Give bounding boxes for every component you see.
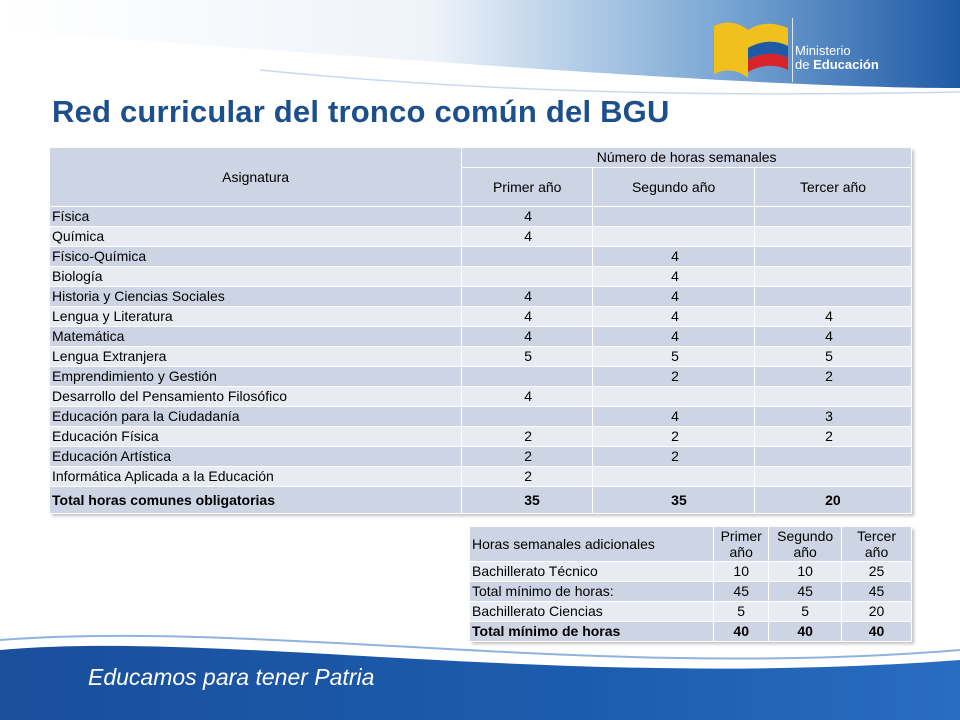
ministerio-logo-text <box>795 44 879 72</box>
table-row <box>50 447 912 467</box>
total-label: Total horas comunes obligatorias <box>50 487 462 514</box>
additional-header-year-3: Tercer año <box>842 527 912 562</box>
year-1-cell: 4 <box>462 387 593 407</box>
year-1-cell: 5 <box>462 347 593 367</box>
year-3-cell <box>755 207 912 227</box>
year-3-cell <box>755 247 912 267</box>
table-row <box>50 287 912 307</box>
year-2-cell <box>593 387 755 407</box>
year-1-cell: 4 <box>462 287 593 307</box>
additional-year-3: 45 <box>842 582 912 602</box>
subject-cell: Historia y Ciencias Sociales <box>50 287 462 307</box>
year-3-cell: 3 <box>755 407 912 427</box>
year-1-cell <box>462 247 593 267</box>
year-2-cell: 2 <box>593 447 755 467</box>
page-title: Red curricular del tronco común del BGU <box>52 94 670 129</box>
additional-row <box>470 562 912 582</box>
total-year-1: 35 <box>462 487 593 514</box>
year-3-cell <box>755 467 912 487</box>
additional-year-2: 45 <box>769 582 842 602</box>
year-2-cell: 4 <box>593 307 755 327</box>
additional-row <box>470 602 912 622</box>
additional-year-3: 20 <box>842 602 912 622</box>
additional-label: Bachillerato Ciencias <box>470 602 714 622</box>
year-2-cell: 4 <box>593 407 755 427</box>
year-2-cell: 4 <box>593 247 755 267</box>
additional-header-year-1: Primer año <box>714 527 769 562</box>
additional-year-3: 40 <box>842 622 912 642</box>
year-1-cell <box>462 267 593 287</box>
year-1-cell <box>462 367 593 387</box>
additional-year-1: 40 <box>714 622 769 642</box>
year-2-cell: 2 <box>593 367 755 387</box>
year-3-cell: 2 <box>755 427 912 447</box>
additional-hours-table <box>470 527 912 642</box>
year-1-cell <box>462 407 593 427</box>
logo-line2 <box>795 58 879 72</box>
table-row <box>50 207 912 227</box>
year-2-cell <box>593 227 755 247</box>
subject-cell: Lengua Extranjera <box>50 347 462 367</box>
total-year-3: 20 <box>755 487 912 514</box>
year-3-cell <box>755 447 912 467</box>
subject-cell: Educación Artística <box>50 447 462 467</box>
year-2-cell <box>593 207 755 227</box>
subject-cell: Emprendimiento y Gestión <box>50 367 462 387</box>
year-1-cell: 2 <box>462 447 593 467</box>
subject-cell: Biología <box>50 267 462 287</box>
table-row <box>50 387 912 407</box>
year-1-cell: 2 <box>462 467 593 487</box>
table-row <box>50 327 912 347</box>
year-2-cell: 2 <box>593 427 755 447</box>
curriculum-table <box>50 148 912 514</box>
additional-year-3: 25 <box>842 562 912 582</box>
additional-row <box>470 622 912 642</box>
table-row <box>50 347 912 367</box>
year-2-cell: 4 <box>593 327 755 347</box>
total-year-2: 35 <box>593 487 755 514</box>
additional-year-1: 45 <box>714 582 769 602</box>
additional-year-1: 5 <box>714 602 769 622</box>
year-1-cell: 4 <box>462 327 593 347</box>
table-row <box>50 367 912 387</box>
additional-header-label: Horas semanales adicionales <box>470 527 714 562</box>
year-3-cell: 4 <box>755 307 912 327</box>
subject-cell: Lengua y Literatura <box>50 307 462 327</box>
header-year-2: Segundo año <box>593 168 755 207</box>
subject-cell: Química <box>50 227 462 247</box>
year-3-cell <box>755 287 912 307</box>
additional-label: Bachillerato Técnico <box>470 562 714 582</box>
additional-row <box>470 582 912 602</box>
header-year-1: Primer año <box>462 168 593 207</box>
subject-cell: Física <box>50 207 462 227</box>
footer-slogan: Educamos para tener Patria <box>88 664 375 690</box>
table-row <box>50 227 912 247</box>
year-2-cell: 4 <box>593 287 755 307</box>
table-row <box>50 267 912 287</box>
subject-cell: Físico-Química <box>50 247 462 267</box>
logo-line1: Ministerio <box>795 43 851 58</box>
subject-cell: Desarrollo del Pensamiento Filosófico <box>50 387 462 407</box>
year-2-cell <box>593 467 755 487</box>
table-row <box>50 247 912 267</box>
year-3-cell: 4 <box>755 327 912 347</box>
additional-year-2: 5 <box>769 602 842 622</box>
year-2-cell: 5 <box>593 347 755 367</box>
additional-header-year-2: Segundo año <box>769 527 842 562</box>
additional-label: Total mínimo de horas: <box>470 582 714 602</box>
table-row <box>50 307 912 327</box>
total-row <box>50 487 912 514</box>
additional-year-1: 10 <box>714 562 769 582</box>
table-row <box>50 467 912 487</box>
table-row <box>50 427 912 447</box>
additional-label: Total mínimo de horas <box>470 622 714 642</box>
year-1-cell: 4 <box>462 227 593 247</box>
logo-line2-bold: Educación <box>813 57 879 72</box>
logo-mark-icon <box>712 18 792 82</box>
header-subject: Asignatura <box>50 148 462 207</box>
additional-year-2: 10 <box>769 562 842 582</box>
logo-line2-prefix: de <box>795 57 814 72</box>
year-1-cell: 2 <box>462 427 593 447</box>
subject-cell: Educación Física <box>50 427 462 447</box>
year-1-cell: 4 <box>462 207 593 227</box>
year-3-cell: 2 <box>755 367 912 387</box>
table-row <box>50 407 912 427</box>
year-3-cell <box>755 387 912 407</box>
header-year-3: Tercer año <box>755 168 912 207</box>
additional-year-2: 40 <box>769 622 842 642</box>
year-3-cell <box>755 267 912 287</box>
subject-cell: Educación para la Ciudadanía <box>50 407 462 427</box>
year-2-cell: 4 <box>593 267 755 287</box>
subject-cell: Informática Aplicada a la Educación <box>50 467 462 487</box>
subject-cell: Matemática <box>50 327 462 347</box>
year-3-cell <box>755 227 912 247</box>
year-3-cell: 5 <box>755 347 912 367</box>
header-hours: Número de horas semanales <box>462 148 912 168</box>
year-1-cell: 4 <box>462 307 593 327</box>
